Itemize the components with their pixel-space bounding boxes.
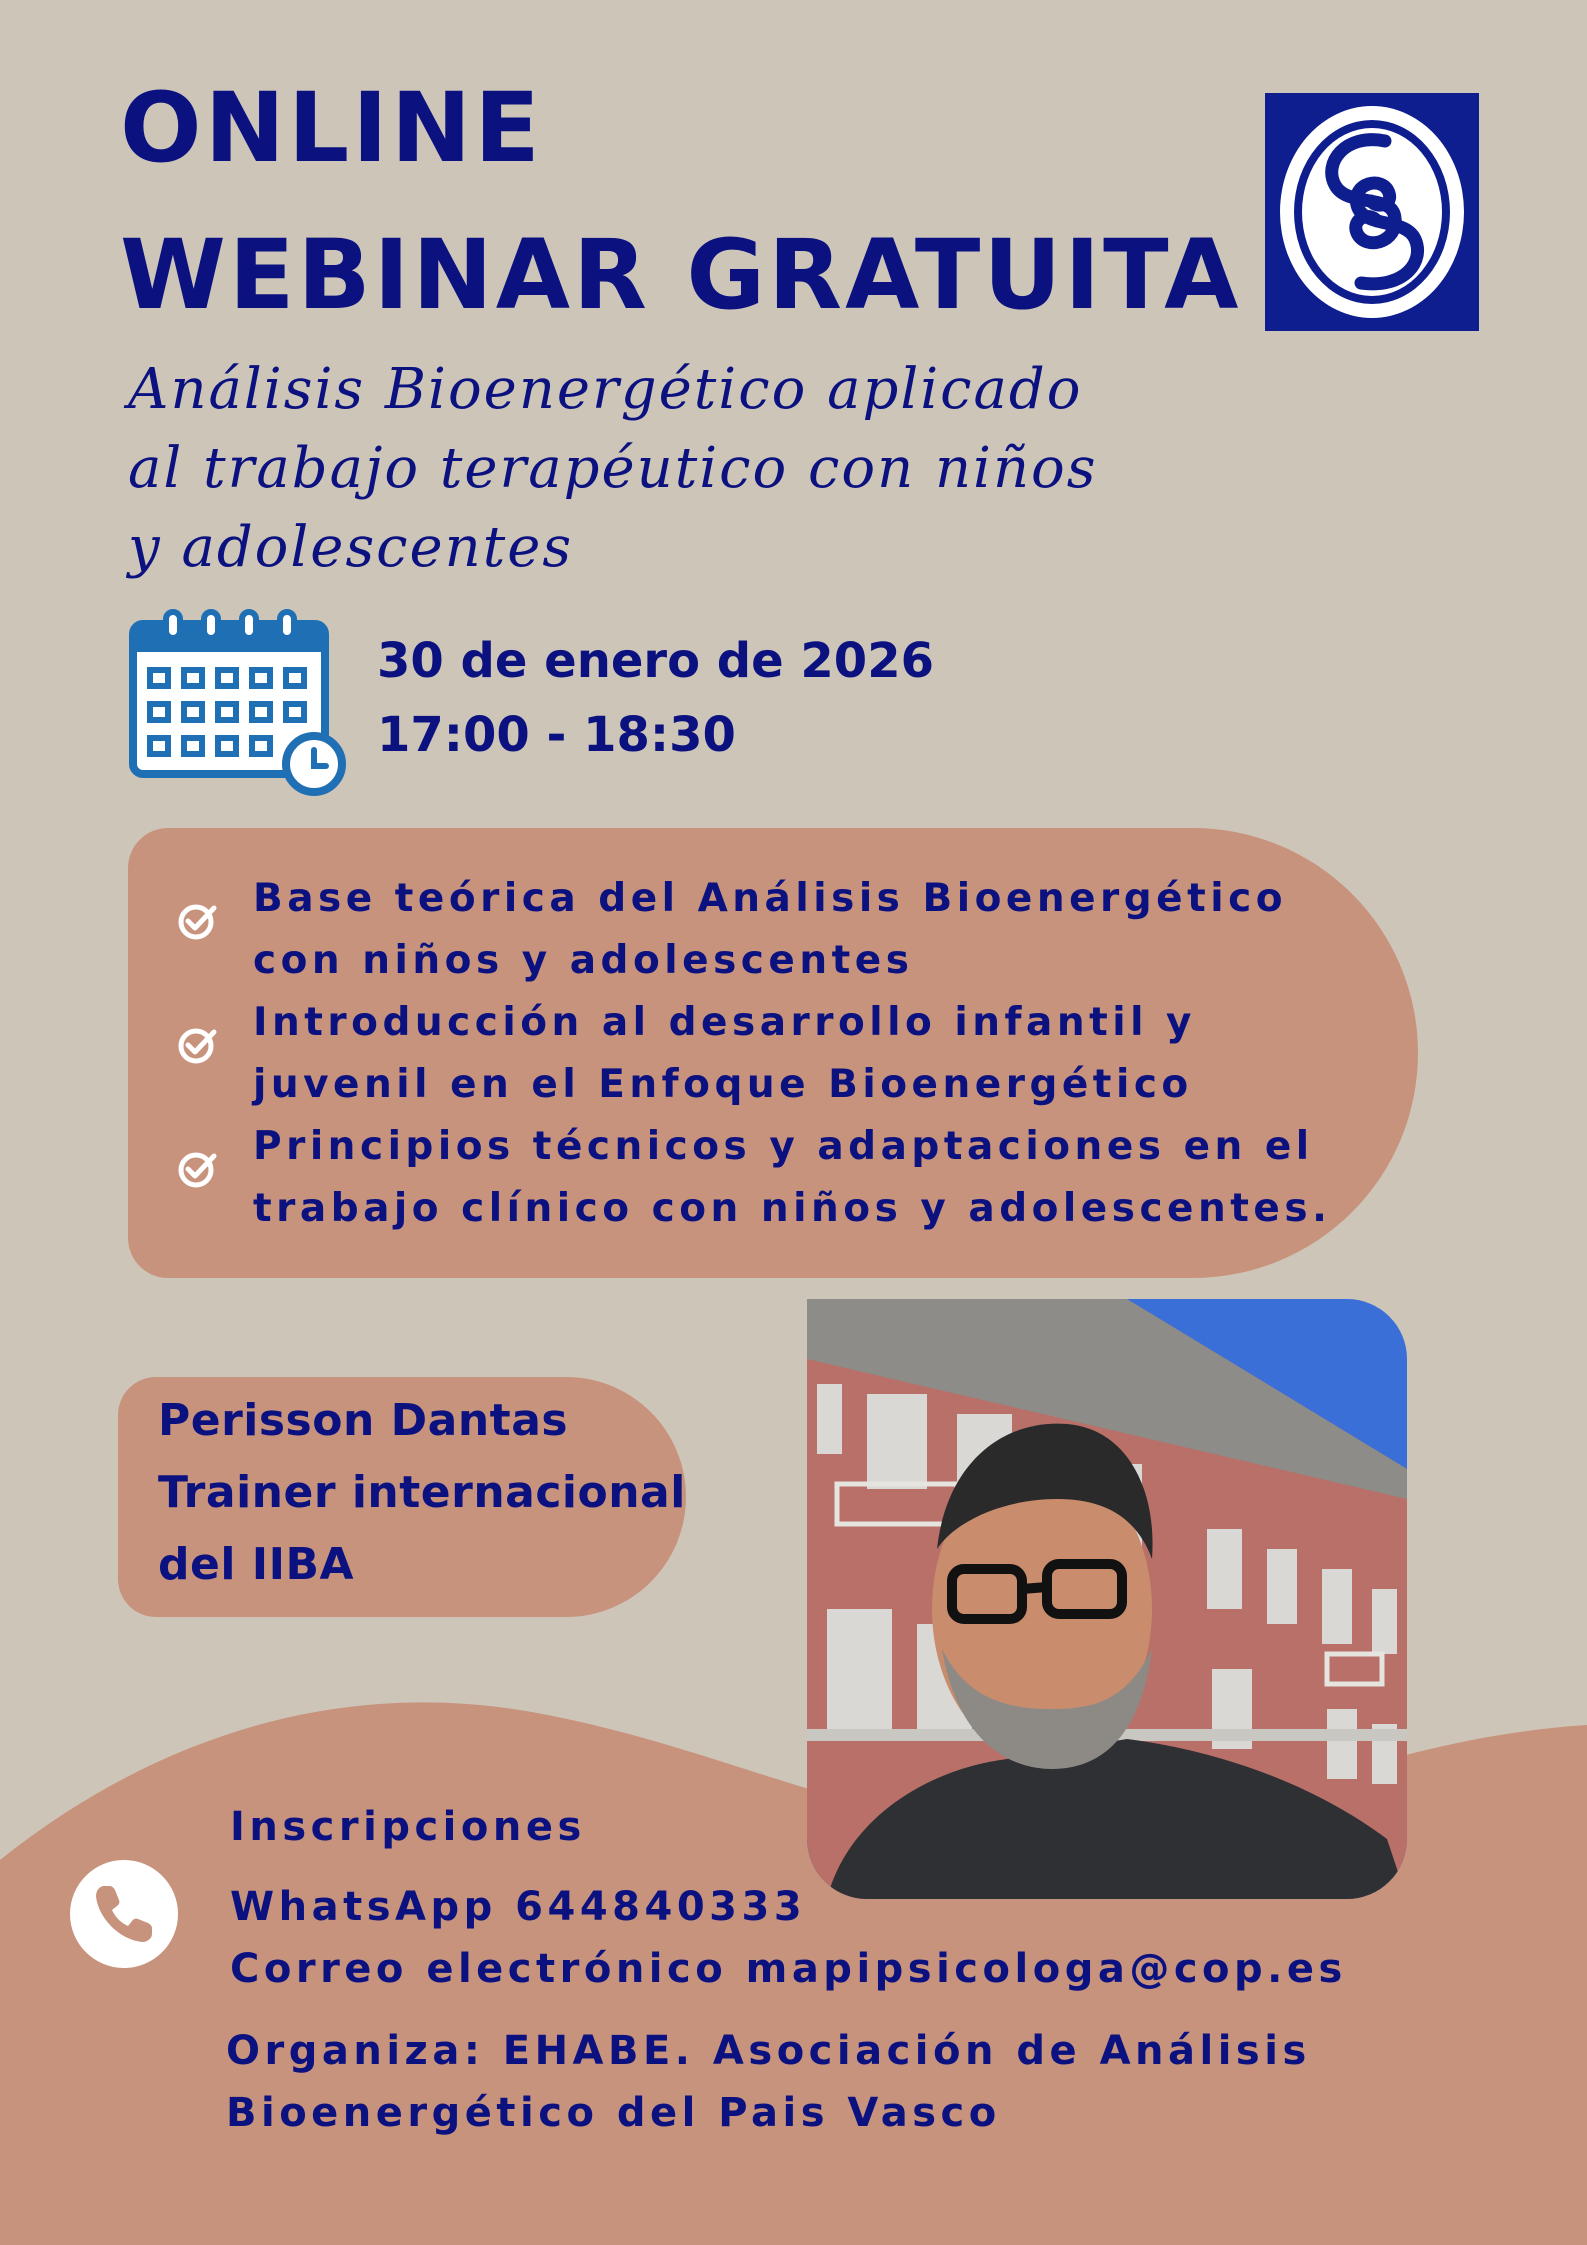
speaker-name: Perisson Dantas — [158, 1395, 569, 1446]
whatsapp-contact[interactable]: WhatsApp 644840333 — [230, 1884, 807, 1930]
topic-line-1: Principios técnicos y adaptaciones en el — [253, 1124, 1314, 1169]
check-circle-icon — [176, 900, 218, 942]
topics-panel — [128, 828, 1418, 1278]
registration-heading: Inscripciones — [230, 1804, 586, 1850]
topic-line-2: juvenil en el Enfoque Bioenergético — [253, 1062, 1193, 1107]
topic-text — [253, 992, 1413, 1116]
phone-icon[interactable] — [70, 1860, 178, 1968]
speaker-panel — [118, 1377, 686, 1617]
topic-text — [253, 868, 1413, 992]
subtitle-line-1: Análisis Bioenergético aplicado — [128, 357, 1083, 422]
subtitle-line-2: al trabajo terapéutico con niños — [128, 436, 1098, 501]
event-date: 30 de enero de 2026 — [377, 633, 934, 689]
title-webinar-gratuita: WEBINAR GRATUITA — [120, 219, 1242, 331]
check-circle-icon — [176, 1024, 218, 1066]
email-contact[interactable]: Correo electrónico mapipsicologa@cop.es — [230, 1946, 1347, 1992]
topic-line-2: con niños y adolescentes — [253, 938, 914, 983]
spiral-logo-icon — [1265, 93, 1479, 331]
speaker-role-line-1: Trainer internacional — [158, 1467, 686, 1518]
organizer-line-2: Bioenergético del Pais Vasco — [226, 2090, 1001, 2136]
topic-line-2: trabajo clínico con niños y adolescentes. — [253, 1186, 1332, 1231]
check-circle-icon — [176, 1148, 218, 1190]
speaker-photo — [807, 1299, 1407, 1899]
calendar-clock-icon — [128, 606, 348, 798]
topic-text — [253, 1116, 1413, 1240]
topic-line-1: Introducción al desarrollo infantil y — [253, 1000, 1196, 1045]
organizer-line-1: Organiza: EHABE. Asociación de Análisis — [226, 2028, 1311, 2074]
topic-line-1: Base teórica del Análisis Bioenergético — [253, 876, 1288, 921]
subtitle-line-3: y adolescentes — [128, 515, 574, 580]
speaker-role-line-2: del IIBA — [158, 1539, 355, 1590]
event-time: 17:00 - 18:30 — [377, 707, 736, 763]
webinar-subtitle — [128, 350, 1278, 587]
title-online: ONLINE — [120, 72, 543, 184]
